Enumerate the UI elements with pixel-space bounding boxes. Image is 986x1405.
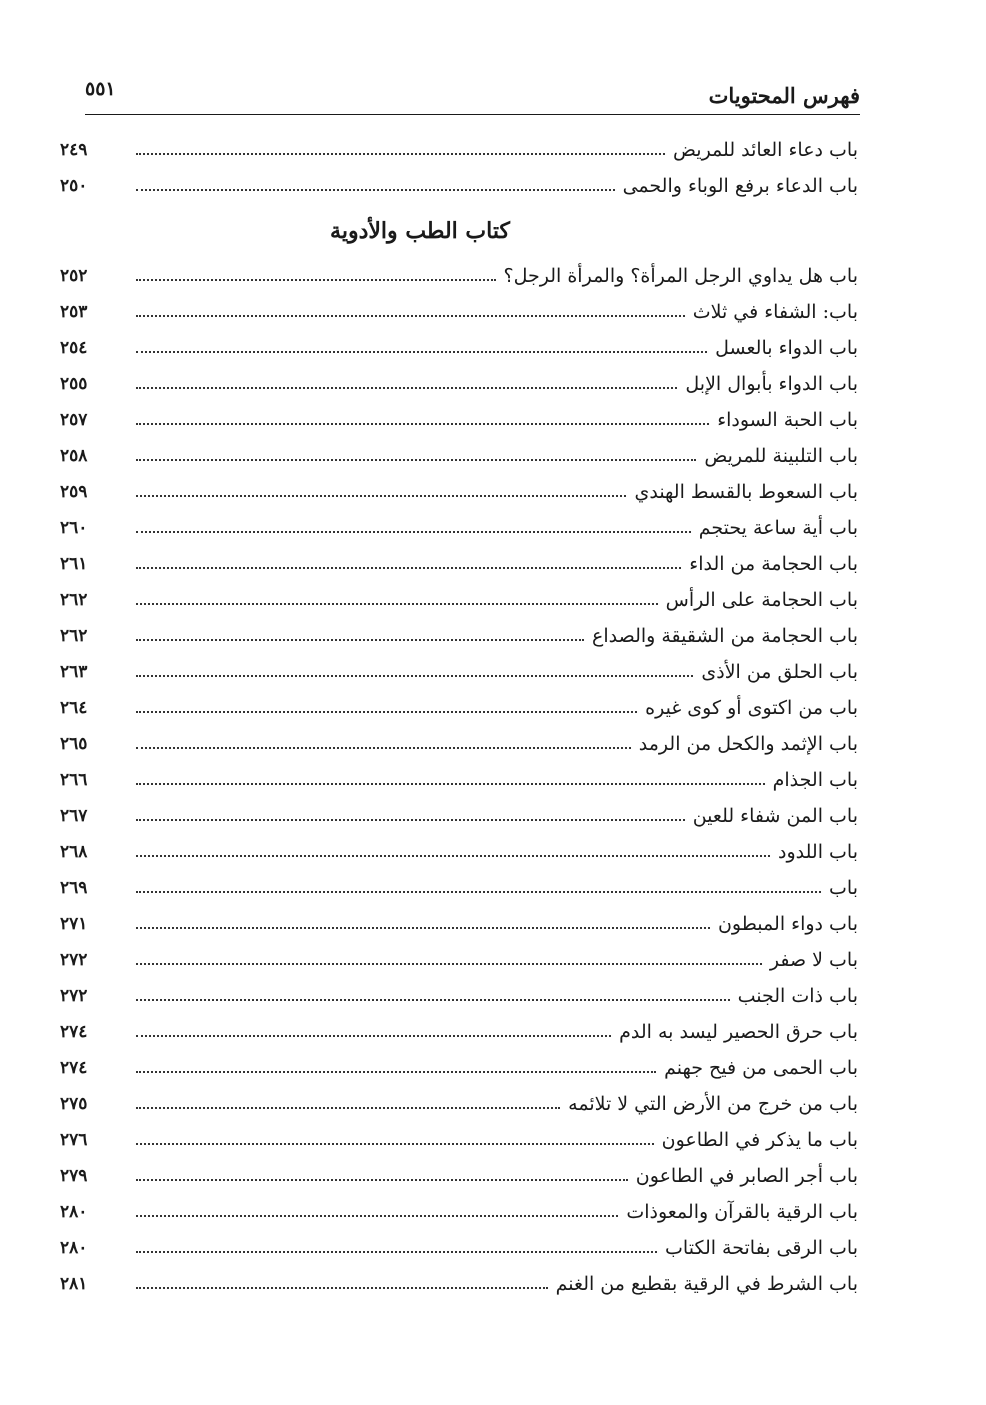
dot-leader	[136, 927, 710, 929]
toc-entry-title: باب السعوط بالقسط الهندي	[634, 481, 858, 503]
toc-entry	[60, 438, 860, 474]
toc-entry-page: ٢٨٠	[60, 1238, 88, 1258]
toc-entry-page: ٢٦٨	[60, 842, 88, 862]
toc-entry-page: ٢٦٢	[60, 626, 88, 646]
toc-entry-page: ٢٨١	[60, 1274, 88, 1294]
toc-entry	[60, 1266, 860, 1302]
toc-entry-page: ٢٧٤	[60, 1022, 88, 1042]
toc-entry-title: باب حرق الحصير ليسد به الدم	[619, 1021, 858, 1043]
toc-entry-page: ٢٧٢	[60, 986, 88, 1006]
toc-entry-page: ٢٦٤	[60, 698, 88, 718]
dot-leader	[136, 1287, 548, 1289]
dot-leader	[136, 891, 821, 893]
dot-leader	[136, 531, 691, 533]
toc-entry-title: باب الجذام	[772, 769, 858, 791]
dot-leader	[136, 603, 658, 605]
toc-entry-title: باب الدعاء برفع الوباء والحمى	[622, 175, 858, 197]
dot-leader	[136, 1215, 618, 1217]
toc-entry-title: باب الحجامة من الداء	[689, 553, 858, 575]
page-number: ٥٥١	[85, 78, 116, 100]
toc-entry	[60, 582, 860, 618]
toc-entry-title: باب الحبة السوداء	[717, 409, 858, 431]
dot-leader	[136, 567, 681, 569]
toc-entry-page: ٢٧٢	[60, 950, 88, 970]
toc-entry-title: باب الحلق من الأذى	[701, 661, 858, 683]
toc-entry	[60, 294, 860, 330]
toc-entry	[60, 942, 860, 978]
toc-entry	[60, 510, 860, 546]
toc-entry-title: باب من خرج من الأرض التي لا تلائمه	[568, 1093, 858, 1115]
toc-entry-title: باب دعاء العائد للمريض	[673, 139, 858, 161]
dot-leader	[136, 1035, 611, 1037]
dot-leader	[136, 747, 631, 749]
toc-entry	[60, 1050, 860, 1086]
dot-leader	[136, 999, 730, 1001]
toc-page	[60, 60, 860, 1360]
toc-entry-title: باب أية ساعة يحتجم	[698, 517, 858, 539]
toc-entry	[60, 1014, 860, 1050]
toc-entry-page: ٢٦٢	[60, 590, 88, 610]
section-heading: كتاب الطب والأدوية	[330, 218, 510, 244]
toc-entry-page: ٢٥٨	[60, 446, 88, 466]
toc-entry-title: باب الرقية بالقرآن والمعوذات	[626, 1201, 858, 1223]
toc-entry-page: ٢٧٤	[60, 1058, 88, 1078]
toc-list	[60, 132, 860, 1302]
toc-entry-page: ٢٧٦	[60, 1130, 88, 1150]
toc-entry	[60, 798, 860, 834]
dot-leader	[136, 963, 762, 965]
toc-entry	[60, 1158, 860, 1194]
toc-entry-page: ٢٦٦	[60, 770, 88, 790]
dot-leader	[136, 1179, 628, 1181]
dot-leader	[136, 1107, 560, 1109]
toc-entry	[60, 168, 860, 204]
dot-leader	[136, 1251, 657, 1253]
dot-leader	[136, 1071, 656, 1073]
toc-entry-title: باب المن شفاء للعين	[692, 805, 858, 827]
toc-entry	[60, 402, 860, 438]
toc-entry-title: باب أجر الصابر في الطاعون	[635, 1165, 858, 1187]
dot-leader	[136, 315, 685, 317]
toc-entry-page: ٢٦٥	[60, 734, 88, 754]
toc-entry-page: ٢٥٠	[60, 176, 88, 196]
toc-entry	[60, 258, 860, 294]
toc-entry-page: ٢٨٠	[60, 1202, 88, 1222]
toc-entry-title: باب لا صفر	[769, 949, 858, 971]
toc-entry-title: باب الدواء بأبوال الإبل	[685, 373, 858, 395]
toc-entry-page: ٢٦٠	[60, 518, 88, 538]
toc-entry	[60, 726, 860, 762]
toc-entry	[60, 654, 860, 690]
toc-entry	[60, 906, 860, 942]
toc-entry-page: ٢٧١	[60, 914, 88, 934]
toc-entry-title: باب دواء المبطون	[717, 913, 858, 935]
toc-entry	[60, 1194, 860, 1230]
toc-entry-page: ٢٥٥	[60, 374, 88, 394]
page-header	[85, 70, 860, 115]
toc-entry-page: ٢٥٤	[60, 338, 88, 358]
toc-entry	[60, 1086, 860, 1122]
toc-entry	[60, 546, 860, 582]
toc-entry-title: باب الحجامة على الرأس	[665, 589, 858, 611]
toc-entry-title: باب الرقى بفاتحة الكتاب	[665, 1237, 858, 1259]
dot-leader	[136, 387, 677, 389]
toc-entry-title: باب الشرط في الرقية بقطيع من الغنم	[555, 1273, 858, 1295]
dot-leader	[136, 189, 615, 191]
toc-entry-page: ٢٦١	[60, 554, 88, 574]
toc-entry-title: باب من اكتوى أو كوى غيره	[645, 697, 858, 719]
toc-entry-title: باب الإثمد والكحل من الرمد	[638, 733, 858, 755]
toc-entry-title: باب	[829, 877, 858, 899]
toc-entry	[60, 132, 860, 168]
dot-leader	[136, 639, 584, 641]
toc-entry-title: باب التلبينة للمريض	[704, 445, 858, 467]
dot-leader	[136, 351, 707, 353]
toc-entry-title: باب الدواء بالعسل	[715, 337, 858, 359]
toc-entry	[60, 366, 860, 402]
dot-leader	[136, 675, 693, 677]
dot-leader	[136, 279, 496, 281]
toc-entry-page: ٢٥٩	[60, 482, 88, 502]
dot-leader	[136, 783, 765, 785]
toc-entry	[60, 762, 860, 798]
dot-leader	[136, 423, 709, 425]
toc-entry-page: ٢٥٣	[60, 302, 88, 322]
toc-entry-title: باب: الشفاء في ثلاث	[692, 301, 858, 323]
toc-entry-title: باب هل يداوي الرجل المرأة؟ والمرأة الرجل؟	[503, 265, 858, 287]
toc-entry	[60, 618, 860, 654]
toc-entry-page: ٢٥٢	[60, 266, 88, 286]
toc-entry-page: ٢٦٣	[60, 662, 88, 682]
toc-entry	[60, 834, 860, 870]
toc-entry	[60, 978, 860, 1014]
dot-leader	[136, 495, 626, 497]
dot-leader	[136, 1143, 654, 1145]
toc-entry-page: ٢٤٩	[60, 140, 88, 160]
page-title: فهرس المحتويات	[708, 83, 860, 108]
toc-entry-title: باب ما يذكر في الطاعون	[661, 1129, 858, 1151]
dot-leader	[136, 819, 685, 821]
toc-entry	[60, 690, 860, 726]
toc-entry	[60, 474, 860, 510]
toc-entry-page: ٢٧٩	[60, 1166, 88, 1186]
dot-leader	[136, 153, 665, 155]
toc-entry-title: باب اللدود	[778, 841, 858, 863]
toc-entry-page: ٢٦٧	[60, 806, 88, 826]
toc-entry-title: باب ذات الجنب	[737, 985, 858, 1007]
dot-leader	[136, 711, 637, 713]
toc-entry	[60, 870, 860, 906]
toc-entry-title: باب الحجامة من الشقيقة والصداع	[592, 625, 858, 647]
toc-entry	[60, 1122, 860, 1158]
toc-entry-page: ٢٥٧	[60, 410, 88, 430]
toc-entry	[60, 1230, 860, 1266]
toc-entry	[60, 330, 860, 366]
dot-leader	[136, 855, 770, 857]
toc-entry-page: ٢٧٥	[60, 1094, 88, 1114]
toc-entry-page: ٢٦٩	[60, 878, 88, 898]
toc-entry-title: باب الحمى من فيح جهنم	[664, 1057, 858, 1079]
dot-leader	[136, 459, 696, 461]
